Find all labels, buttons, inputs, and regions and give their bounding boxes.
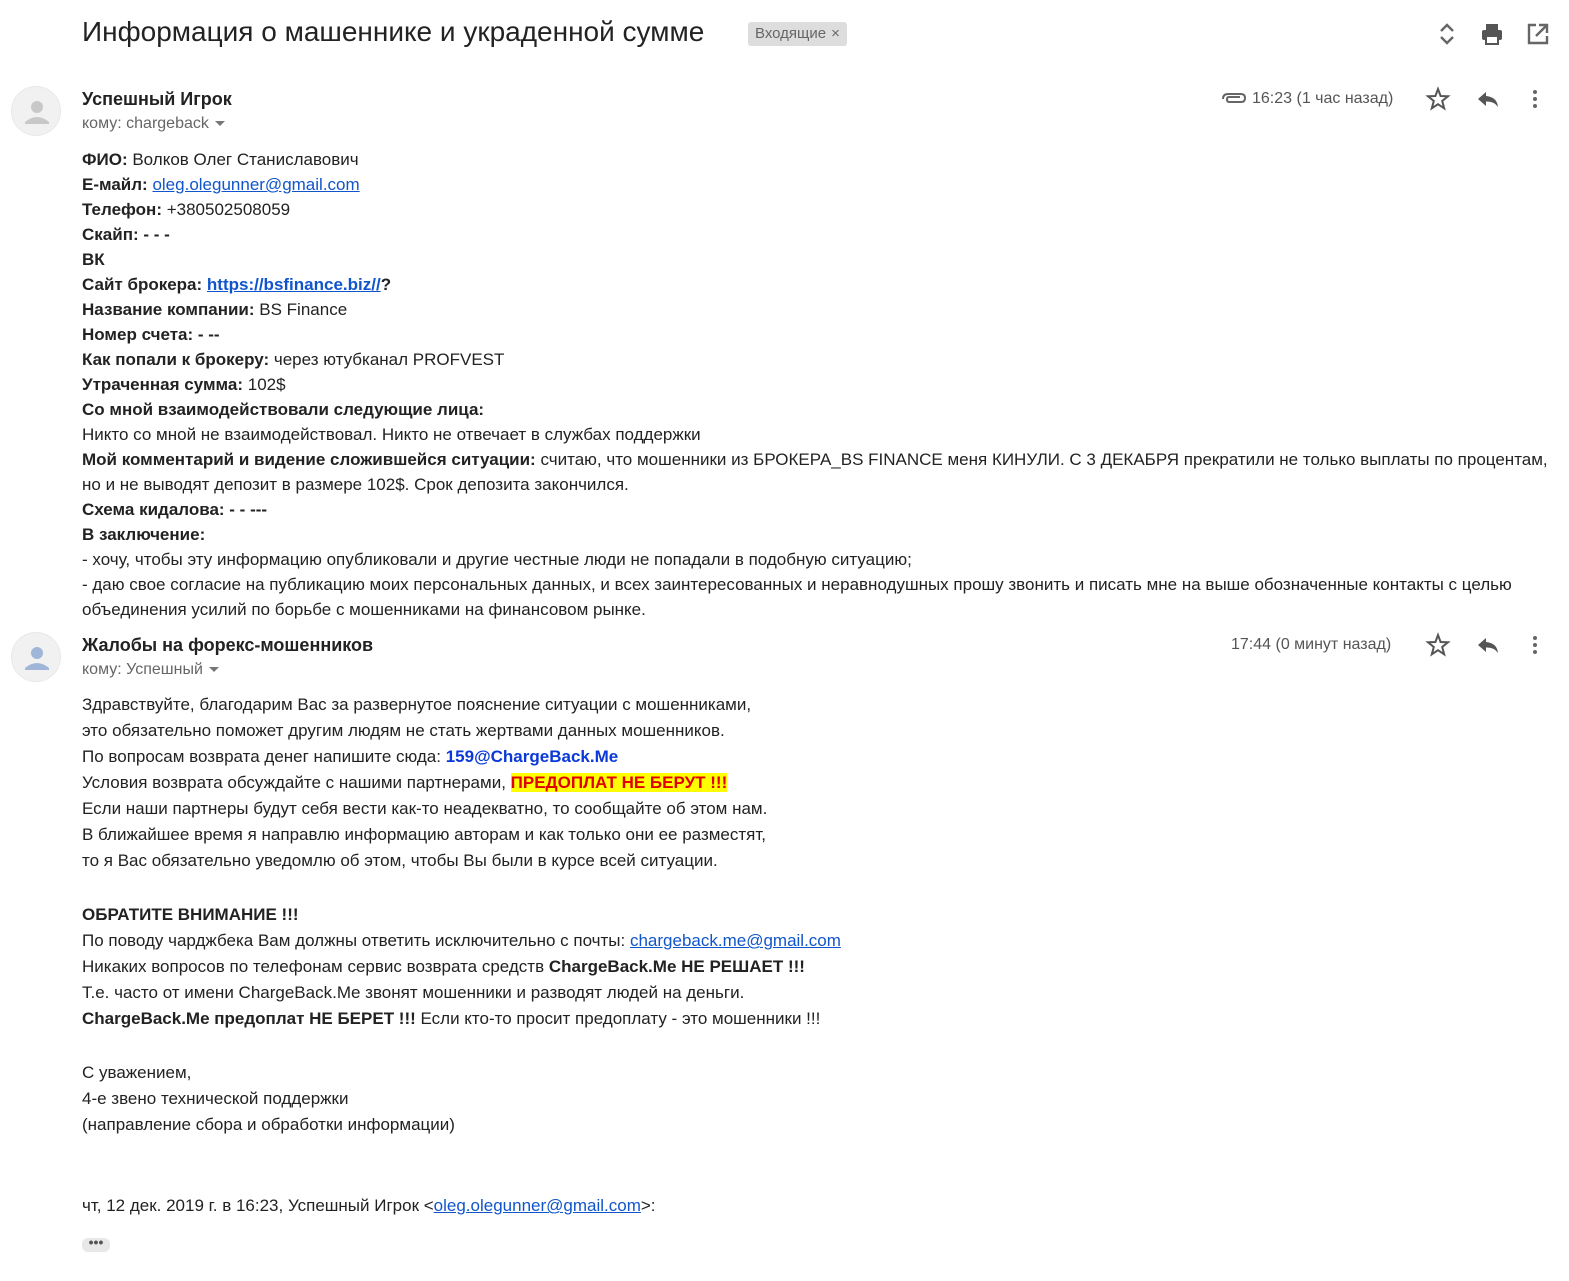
message1-sender[interactable]: Успешный Игрок — [82, 89, 232, 109]
chargeback-email-link[interactable]: chargeback.me@gmail.com — [629, 931, 841, 950]
comment-line — [82, 447, 1552, 497]
reply-line-9 — [82, 954, 1082, 980]
reply-line-4 — [82, 770, 1082, 796]
quote-email-link[interactable]: oleg.olegunner@gmail.com — [433, 1196, 641, 1215]
reply-line-6: В ближайшее время я направлю информацию авторам и как только они ее разместят, — [82, 825, 767, 844]
thread-subject: Информация о машеннике и украденной сумме — [82, 16, 705, 47]
no-prepay-highlight: ПРЕДОПЛАТ НЕ БЕРУТ !!! — [510, 773, 728, 792]
spacer — [82, 874, 1082, 902]
message1-recipient[interactable] — [82, 115, 225, 133]
company-value: BS Finance — [254, 300, 348, 319]
recipient-text-2: кому: Успешный — [82, 661, 203, 678]
persons-label-line — [82, 397, 1552, 422]
reply-line-9-bold: ChargeBack.Me НЕ РЕШАЕТ !!! — [548, 957, 805, 976]
how-value: через ютубканал PROFVEST — [269, 350, 505, 369]
skype-label: Скайп: - - - — [82, 225, 170, 244]
reply-line-11-bold: ChargeBack.Me предоплат НЕ БЕРЕТ !!! — [82, 1009, 416, 1028]
message1-time: 16:23 (1 час назад) — [1252, 90, 1394, 107]
conclusion-item-2: - даю свое согласие на публикацию моих персональных данных, и всех заинтересованных и неравнодушных прошу звонить и писать мне на выше обозначенные контакты с целью объединения усилий по борьбе с мошенниками на финансовом рынке. — [82, 575, 1512, 619]
message2-time: 17:44 (0 минут назад) — [1231, 636, 1392, 653]
reply-icon[interactable] — [1475, 86, 1501, 112]
vk-line — [82, 247, 1552, 272]
company-label: Название компании: — [82, 300, 255, 319]
account-label: Номер счета: - -- — [82, 325, 220, 344]
label-text: Входящие — [755, 25, 827, 42]
message2-recipient[interactable] — [82, 661, 219, 679]
broker-suffix: ? — [380, 275, 392, 294]
spacer — [82, 1032, 1082, 1060]
quoted-header — [82, 1196, 656, 1216]
star-icon[interactable] — [1425, 632, 1451, 658]
lost-line — [82, 372, 1552, 397]
signature-line-2: (направление сбора и обработки информации) — [82, 1115, 455, 1134]
signature-line-1: 4-е звено технической поддержки — [82, 1089, 349, 1108]
attention-text: ОБРАТИТЕ ВНИМАНИЕ !!! — [82, 905, 299, 924]
reply-line-5: Если наши партнеры будут себя вести как-то неадекватно, то сообщайте об этом нам. — [82, 799, 768, 818]
account-line — [82, 322, 1552, 347]
show-trimmed-content-button[interactable]: ••• — [82, 1238, 110, 1252]
refund-email[interactable]: 159@ChargeBack.Me — [445, 747, 619, 766]
reply-line-11-text: Если кто-то просит предоплату - это мошенники !!! — [415, 1009, 821, 1028]
reply-line-8 — [82, 928, 1082, 954]
scheme-line — [82, 497, 1552, 522]
more-options-icon[interactable] — [1525, 86, 1545, 112]
message2-body — [82, 692, 1082, 1138]
email-label: Е-майл: — [82, 175, 148, 194]
expand-collapse-icon[interactable] — [1434, 20, 1460, 48]
remove-label-icon[interactable]: × — [831, 25, 840, 42]
quote-prefix: чт, 12 дек. 2019 г. в 16:23, Успешный Игрок < — [82, 1196, 434, 1215]
reply-line-2: это обязательно поможет другим людям не стать жертвами данных мошенников. — [82, 721, 725, 740]
star-icon[interactable] — [1425, 86, 1451, 112]
reply-line-3 — [82, 744, 1082, 770]
reply-line-4-text: Условия возврата обсуждайте с нашими партнерами, — [82, 773, 511, 792]
vk-label: ВК — [82, 250, 105, 269]
phone-value: +380502508059 — [162, 200, 291, 219]
lost-label: Утраченная сумма: — [82, 375, 244, 394]
conclusion-label-line — [82, 522, 1552, 547]
reply-icon[interactable] — [1475, 632, 1501, 658]
broker-label: Сайт брокера: — [82, 275, 203, 294]
inbox-label-chip[interactable] — [748, 22, 847, 46]
fio-value: Волков Олег Станиславович — [127, 150, 359, 169]
chevron-down-icon — [215, 121, 225, 126]
comment-label: Мой комментарий и видение сложившейся ситуации: — [82, 450, 536, 469]
conclusion-item-1: - хочу, чтобы эту информацию опубликовали и другие честные люди не попадали в подобную ситуацию; — [82, 550, 912, 569]
message1-body — [82, 147, 1552, 622]
lost-value: 102$ — [243, 375, 286, 394]
persons-value: Никто со мной не взаимодействовал. Никто не отвечает в службах поддержки — [82, 425, 701, 444]
chevron-down-icon — [209, 667, 219, 672]
attachment-icon — [1219, 86, 1247, 112]
reply-line-7: то я Вас обязательно уведомлю об этом, чтобы Вы были в курсе всей ситуации. — [82, 851, 718, 870]
broker-link[interactable]: https://bsfinance.biz// — [206, 275, 381, 294]
fio-line — [82, 147, 1552, 172]
fio-label: ФИО: — [82, 150, 128, 169]
sender-avatar-2 — [11, 632, 61, 682]
print-icon[interactable] — [1479, 20, 1505, 48]
scheme-label: Схема кидалова: - - --- — [82, 500, 268, 519]
more-options-icon[interactable] — [1525, 632, 1545, 658]
sender-avatar — [11, 86, 61, 136]
conclusion-label: В заключение: — [82, 525, 206, 544]
reply-line-8-text: По поводу чарджбека Вам должны ответить исключительно с почты: — [82, 931, 630, 950]
how-line — [82, 347, 1552, 372]
message2-sender[interactable]: Жалобы на форекс-мошенников — [82, 635, 374, 655]
regards: С уважением, — [82, 1063, 192, 1082]
broker-line — [82, 272, 1552, 297]
reply-line-10: Т.е. часто от имени ChargeBack.Me звонят мошенники и разводят людей на деньги. — [82, 983, 745, 1002]
company-line — [82, 297, 1552, 322]
reply-line-1: Здравствуйте, благодарим Вас за развернутое пояснение ситуации с мошенниками, — [82, 695, 752, 714]
reply-line-9-text: Никаких вопросов по телефонам сервис возврата средств — [82, 957, 549, 976]
persons-label: Со мной взаимодействовали следующие лица: — [82, 400, 485, 419]
reply-line-11 — [82, 1006, 1082, 1032]
attention-heading — [82, 902, 1082, 928]
email-line — [82, 172, 1552, 197]
skype-line — [82, 222, 1552, 247]
comment-value: считаю, что мошенники из БРОКЕРА_BS FINANCE меня КИНУЛИ. С 3 ДЕКАБРЯ прекратили не только выплаты по процентам, но и не выводят депозит в размере 102$. Срок депозита закончился. — [82, 450, 1548, 494]
email-link[interactable]: oleg.olegunner@gmail.com — [152, 175, 360, 194]
how-label: Как попали к брокеру: — [82, 350, 270, 369]
recipient-text: кому: chargeback — [82, 115, 209, 132]
open-in-new-window-icon[interactable] — [1525, 20, 1551, 48]
phone-label: Телефон: — [82, 200, 162, 219]
reply-line-3-text: По вопросам возврата денег напишите сюда: — [82, 747, 446, 766]
quote-suffix: >: — [640, 1196, 656, 1215]
phone-line — [82, 197, 1552, 222]
subject-bar — [0, 0, 1569, 72]
